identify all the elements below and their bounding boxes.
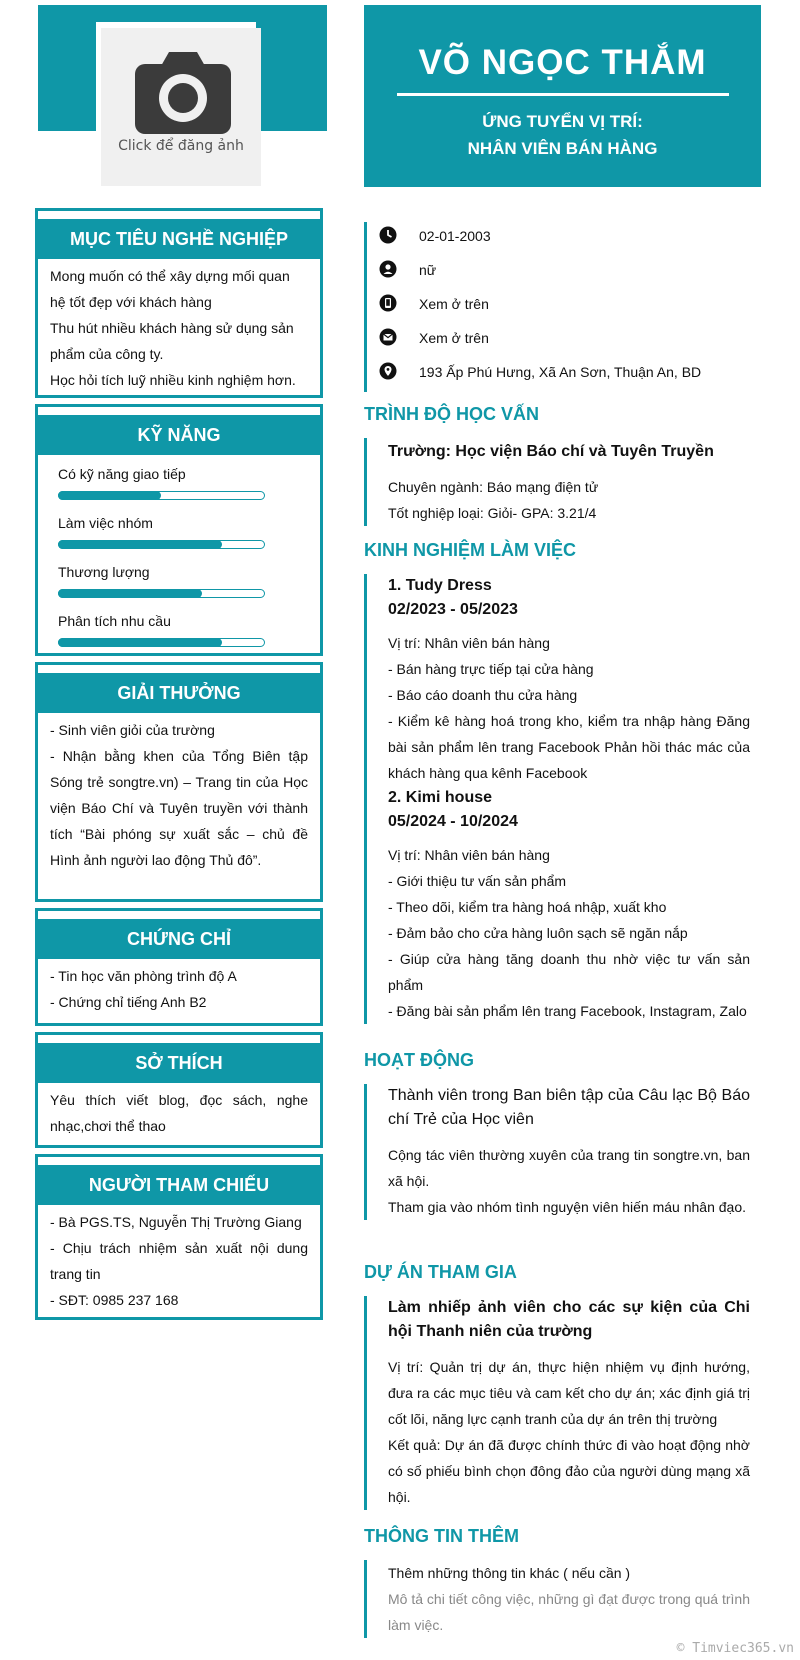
skill-fill (58, 491, 161, 500)
certificates-title: CHỨNG CHỈ (38, 919, 320, 959)
job-company: 2. Kimi house (388, 789, 493, 806)
awards-section (35, 662, 323, 902)
job-line: - Đảm bảo cho cửa hàng luôn sạch sẽ ngăn nắp (388, 925, 688, 941)
projects-section (364, 1296, 750, 1510)
additional-title: THÔNG TIN THÊM (364, 1526, 519, 1546)
award-line: - Sinh viên giỏi của trường (50, 722, 215, 738)
certificate-line: - Tin học văn phòng trình độ A (50, 968, 237, 984)
header-divider (397, 93, 729, 96)
reference-line: - Chịu trách nhiệm sản xuất nội dung trang tin (50, 1240, 308, 1282)
skill-item (58, 463, 300, 500)
skill-fill (58, 589, 202, 598)
activity-line: Cộng tác viên thường xuyên của trang tin songtre.vn, ban xã hội. (388, 1147, 750, 1189)
phone-icon (379, 294, 397, 312)
references-section (35, 1154, 323, 1320)
clock-icon (379, 226, 397, 244)
projects-title: DỰ ÁN THAM GIA (364, 1262, 517, 1282)
reference-line: - SĐT: 0985 237 168 (50, 1292, 179, 1308)
skill-item (58, 561, 300, 598)
contact-info (364, 222, 764, 392)
contact-phone (367, 290, 764, 324)
job-line: - Giới thiệu tư vấn sản phẩm (388, 873, 567, 889)
applying-label: ỨNG TUYỂN VỊ TRÍ: (482, 112, 643, 131)
skill-item (58, 610, 300, 647)
project-heading: Làm nhiếp ảnh viên cho các sự kiện của Chi hội Thanh niên của trường (388, 1299, 750, 1340)
award-line: - Nhận bằng khen của Tổng Biên tập Sóng trẻ songtre.vn) – Trang tin của Học viện Báo Chí và Tuyên truyền với thành tích “Bài phóng sự xuất sắc – chủ đề Hình ảnh người lao động Thủ đô”. (50, 748, 308, 868)
activities-section (364, 1084, 750, 1220)
project-line: Vị trí: Quản trị dự án, thực hiện nhiệm vụ định hướng, đưa ra các mục tiêu và cam kết cho dự án; xác định giá trị cốt lõi, năng lực cạnh tranh của dự án trên thị trường (388, 1359, 750, 1427)
hobbies-section (35, 1032, 323, 1148)
job-line: - Theo dõi, kiểm tra hàng hoá nhập, xuất kho (388, 899, 667, 915)
phone-value: Xem ở trên (419, 296, 489, 312)
education-major: Chuyên ngành: Báo mạng điện tử (388, 479, 599, 495)
candidate-name: VÕ NGỌC THẮM (418, 43, 707, 82)
gender-value: nữ (419, 262, 437, 278)
job-line: - Bán hàng trực tiếp tại cửa hàng (388, 661, 594, 677)
education-title: TRÌNH ĐỘ HỌC VẤN (364, 404, 539, 424)
additional-line: Thêm những thông tin khác ( nếu cần ) (388, 1565, 631, 1581)
contact-birthdate (367, 222, 764, 256)
additional-hint: Mô tả chi tiết công việc, những gì đạt được trong quá trình làm việc. (388, 1591, 750, 1633)
job-period: 05/2024 - 10/2024 (388, 813, 518, 830)
project-line: Kết quả: Dự án đã được chính thức đi vào hoạt động nhờ có số phiếu bình chọn đông đảo của người dùng mạng xã hội. (388, 1437, 750, 1505)
watermark: © Timviec365.vn (676, 1641, 794, 1656)
education-section (364, 438, 750, 526)
contact-address (367, 358, 764, 392)
hobby-line: Yêu thích viết blog, đọc sách, nghe nhạc,chơi thể thao (50, 1092, 308, 1134)
job-line: - Kiểm kê hàng hoá trong kho, kiểm tra nhập hàng Đăng bài sản phẩm lên trang Facebook Phản hồi thác mác của khách hàng qua kênh Facebook (388, 713, 750, 781)
objective-title: MỤC TIÊU NGHỀ NGHIỆP (38, 219, 320, 259)
skills-section (35, 404, 323, 656)
job-line: - Báo cáo doanh thu cửa hàng (388, 687, 578, 703)
location-icon (379, 362, 397, 380)
awards-title: GIẢI THƯỞNG (38, 673, 320, 713)
activities-title: HOẠT ĐỘNG (364, 1050, 474, 1070)
education-grade: Tốt nghiệp loại: Giỏi- GPA: 3.21/4 (388, 505, 597, 521)
skill-bar (58, 638, 265, 647)
skill-name: Phân tích nhu cầu (58, 613, 171, 629)
references-title: NGƯỜI THAM CHIẾU (38, 1165, 320, 1205)
applying-position: NHÂN VIÊN BÁN HÀNG (467, 139, 658, 158)
job-company: 1. Tudy Dress (388, 577, 492, 594)
address-value: 193 Ấp Phú Hưng, Xã An Sơn, Thuận An, BD (419, 364, 702, 380)
job-period: 02/2023 - 05/2023 (388, 601, 518, 618)
activity-line: Tham gia vào nhóm tình nguyện viên hiến máu nhân đạo. (388, 1199, 747, 1215)
job-line: - Giúp cửa hàng tăng doanh thu nhờ việc tư vấn sản phẩm (388, 951, 750, 993)
objective-section (35, 208, 323, 398)
person-icon (379, 260, 397, 278)
mail-icon (379, 328, 397, 346)
skill-name: Làm việc nhóm (58, 515, 153, 531)
experience-section (364, 574, 750, 1024)
skill-fill (58, 540, 222, 549)
reference-line: - Bà PGS.TS, Nguyễn Thị Trường Giang (50, 1214, 302, 1230)
camera-icon (135, 50, 231, 134)
skill-bar (58, 491, 265, 500)
objective-line: Học hỏi tích luỹ nhiều kinh nghiệm hơn. (50, 372, 296, 388)
skill-name: Thương lượng (58, 564, 150, 580)
photo-upload[interactable] (101, 28, 261, 186)
header (364, 5, 761, 187)
email-value: Xem ở trên (419, 330, 489, 346)
contact-email (367, 324, 764, 358)
skill-fill (58, 638, 222, 647)
birthdate-value: 02-01-2003 (419, 228, 491, 244)
skills-title: KỸ NĂNG (38, 415, 320, 455)
contact-gender (367, 256, 764, 290)
activity-heading: Thành viên trong Ban biên tập của Câu lạc Bộ Báo chí Trẻ của Học viên (388, 1087, 750, 1128)
job-line: - Đăng bài sản phẩm lên trang Facebook, Instagram, Zalo (388, 1003, 747, 1019)
experience-title: KINH NGHIỆM LÀM VIỆC (364, 540, 577, 560)
skill-name: Có kỹ năng giao tiếp (58, 466, 186, 482)
photo-upload-label: Click để đăng ảnh (118, 138, 244, 154)
certificates-section (35, 908, 323, 1026)
hobbies-title: SỞ THÍCH (38, 1043, 320, 1083)
objective-line: Mong muốn có thể xây dựng mối quan hệ tốt đẹp với khách hàng (50, 268, 290, 310)
job-line: Vị trí: Nhân viên bán hàng (388, 847, 550, 863)
skill-bar (58, 589, 265, 598)
skill-bar (58, 540, 265, 549)
additional-section (364, 1560, 750, 1638)
skill-item (58, 512, 300, 549)
objective-line: Thu hút nhiều khách hàng sử dụng sản phẩm của công ty. (50, 320, 294, 362)
job-line: Vị trí: Nhân viên bán hàng (388, 635, 550, 651)
education-school: Trường: Học viện Báo chí và Tuyên Truyền (388, 443, 714, 460)
certificate-line: - Chứng chỉ tiếng Anh B2 (50, 994, 207, 1010)
